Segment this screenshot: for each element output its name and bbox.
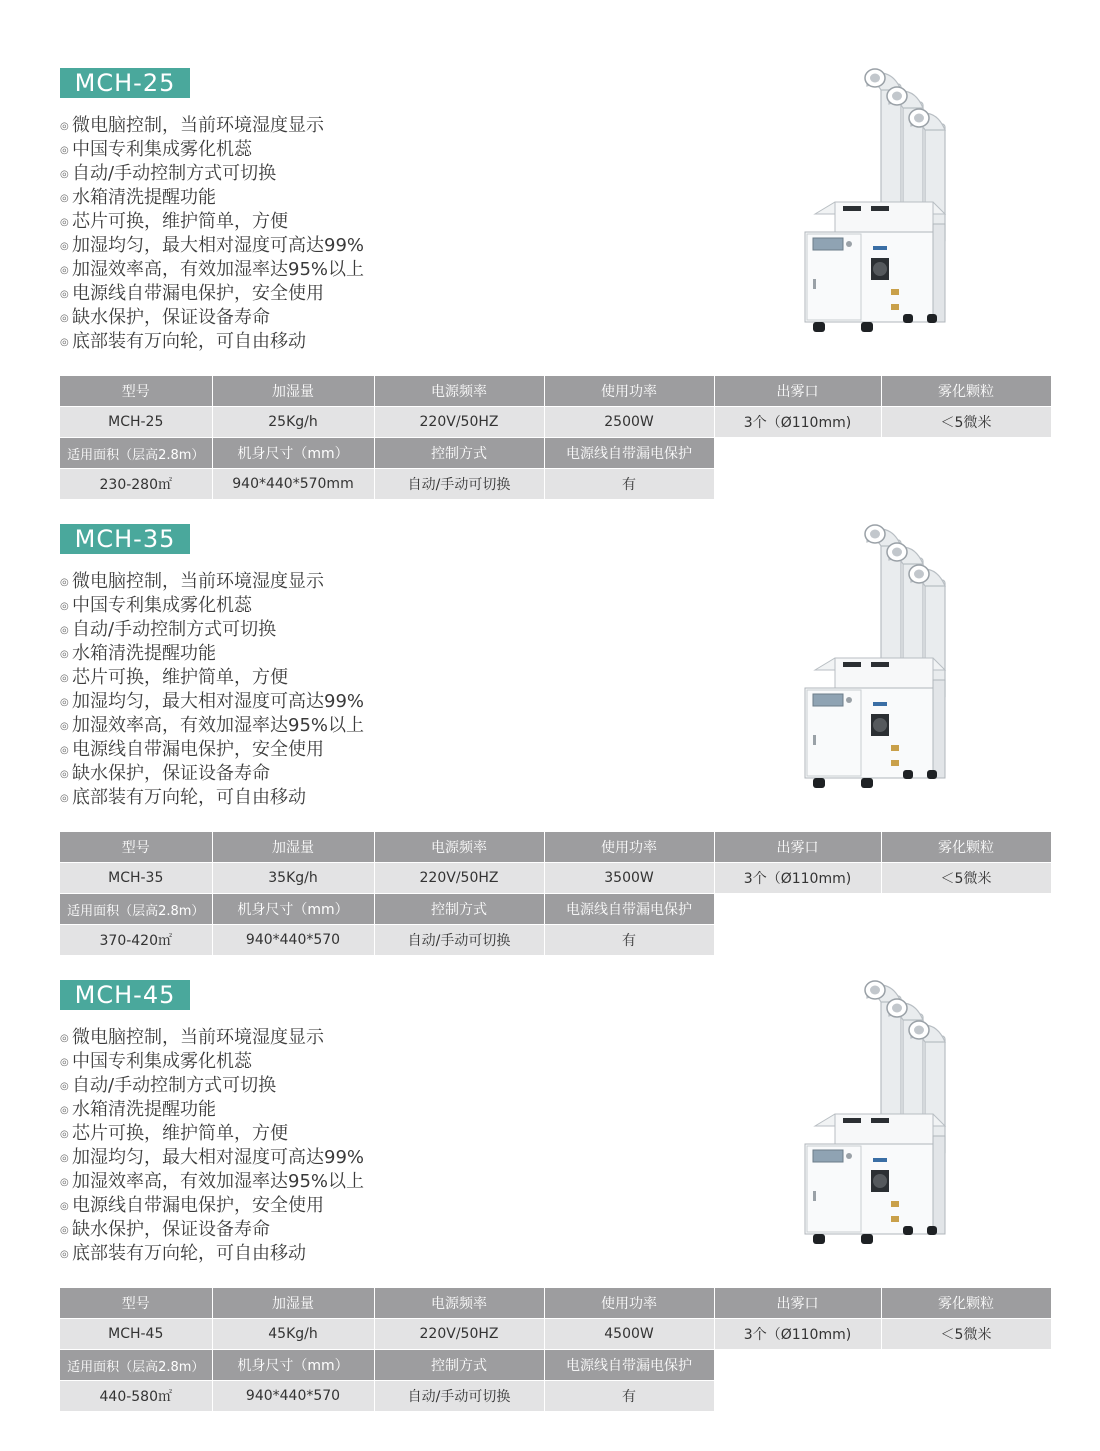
table-cell: 220V/50HZ <box>374 863 544 894</box>
table-row <box>60 407 1051 438</box>
bullet-icon: ◎ <box>60 313 69 324</box>
table-cell: 35Kg/h <box>212 863 374 894</box>
empty-cell <box>714 1350 881 1381</box>
table-row <box>60 863 1051 894</box>
header-cell: 雾化颗粒 <box>881 376 1051 407</box>
feature-item: ◎ 电源线自带漏电保护，安全使用 <box>60 1194 364 1218</box>
table-cell: 自动/手动可切换 <box>374 469 544 500</box>
feature-list <box>60 114 364 354</box>
table-cell: 有 <box>544 1381 714 1412</box>
table-cell: 940*440*570mm <box>212 469 374 500</box>
feature-list <box>60 570 364 810</box>
product-section-mch-45 <box>0 966 1100 1426</box>
bullet-icon: ◎ <box>60 337 69 348</box>
table-header-row <box>60 438 1051 469</box>
header-cell: 机身尺寸（mm） <box>212 1350 374 1381</box>
feature-item: ◎ 微电脑控制，当前环境湿度显示 <box>60 1026 364 1050</box>
table-header-row <box>60 894 1051 925</box>
bullet-icon: ◎ <box>60 1225 69 1236</box>
table-cell: 2500W <box>544 407 714 438</box>
bullet-icon: ◎ <box>60 169 69 180</box>
feature-item: ◎ 底部装有万向轮，可自由移动 <box>60 786 364 810</box>
empty-cell <box>881 925 1051 956</box>
feature-item: ◎ 中国专利集成雾化机蕊 <box>60 138 364 162</box>
bullet-icon: ◎ <box>60 1033 69 1044</box>
table-header-row <box>60 1288 1051 1319</box>
table-cell: MCH-45 <box>60 1319 212 1350</box>
table-cell: 自动/手动可切换 <box>374 1381 544 1412</box>
bullet-icon: ◎ <box>60 577 69 588</box>
header-cell: 电源频率 <box>374 376 544 407</box>
bullet-icon: ◎ <box>60 193 69 204</box>
spec-table <box>60 376 1052 500</box>
bullet-icon: ◎ <box>60 673 69 684</box>
table-cell: 370-420㎡ <box>60 925 212 956</box>
header-cell: 控制方式 <box>374 438 544 469</box>
feature-item: ◎ 自动/手动控制方式可切换 <box>60 618 364 642</box>
bullet-icon: ◎ <box>60 145 69 156</box>
bullet-icon: ◎ <box>60 721 69 732</box>
empty-cell <box>881 438 1051 469</box>
table-cell: ＜5微米 <box>881 407 1051 438</box>
feature-item: ◎ 自动/手动控制方式可切换 <box>60 162 364 186</box>
feature-item: ◎ 中国专利集成雾化机蕊 <box>60 594 364 618</box>
table-row <box>60 925 1051 956</box>
bullet-icon: ◎ <box>60 745 69 756</box>
feature-item: ◎ 自动/手动控制方式可切换 <box>60 1074 364 1098</box>
table-cell: 自动/手动可切换 <box>374 925 544 956</box>
header-cell: 型号 <box>60 376 212 407</box>
header-cell: 雾化颗粒 <box>881 832 1051 863</box>
header-cell: 使用功率 <box>544 376 714 407</box>
bullet-icon: ◎ <box>60 697 69 708</box>
humidifier-product-image <box>795 64 955 334</box>
bullet-icon: ◎ <box>60 121 69 132</box>
table-cell: 3个（Ø110mm) <box>714 863 881 894</box>
bullet-icon: ◎ <box>60 265 69 276</box>
table-header-row <box>60 832 1051 863</box>
feature-item: ◎ 电源线自带漏电保护，安全使用 <box>60 738 364 762</box>
table-cell: 45Kg/h <box>212 1319 374 1350</box>
bullet-icon: ◎ <box>60 601 69 612</box>
bullet-icon: ◎ <box>60 1153 69 1164</box>
feature-item: ◎ 底部装有万向轮，可自由移动 <box>60 1242 364 1266</box>
bullet-icon: ◎ <box>60 1177 69 1188</box>
header-cell: 适用面积（层高2.8m） <box>60 1350 212 1381</box>
feature-item: ◎ 缺水保护，保证设备寿命 <box>60 1218 364 1242</box>
feature-item: ◎ 底部装有万向轮，可自由移动 <box>60 330 364 354</box>
model-title: MCH-25 <box>60 68 190 98</box>
bullet-icon: ◎ <box>60 241 69 252</box>
feature-item: ◎ 加湿效率高，有效加湿率达95%以上 <box>60 1170 364 1194</box>
header-cell: 适用面积（层高2.8m） <box>60 894 212 925</box>
bullet-icon: ◎ <box>60 793 69 804</box>
feature-item: ◎ 加湿均匀，最大相对湿度可高达99% <box>60 1146 364 1170</box>
table-cell: 940*440*570 <box>212 1381 374 1412</box>
bullet-icon: ◎ <box>60 1201 69 1212</box>
header-cell: 型号 <box>60 832 212 863</box>
table-cell: 有 <box>544 469 714 500</box>
header-cell: 机身尺寸（mm） <box>212 894 374 925</box>
header-cell: 加湿量 <box>212 832 374 863</box>
header-cell: 出雾口 <box>714 376 881 407</box>
table-row <box>60 1319 1051 1350</box>
product-section-mch-35 <box>0 510 1100 970</box>
empty-cell <box>881 469 1051 500</box>
empty-cell <box>714 469 881 500</box>
feature-item: ◎ 芯片可换，维护简单，方便 <box>60 666 364 690</box>
feature-item: ◎ 缺水保护，保证设备寿命 <box>60 762 364 786</box>
header-cell: 使用功率 <box>544 1288 714 1319</box>
header-cell: 电源线自带漏电保护 <box>544 1350 714 1381</box>
table-cell: ＜5微米 <box>881 863 1051 894</box>
table-cell: 3个（Ø110mm) <box>714 407 881 438</box>
feature-item: ◎ 微电脑控制，当前环境湿度显示 <box>60 570 364 594</box>
feature-item: ◎ 加湿均匀，最大相对湿度可高达99% <box>60 234 364 258</box>
bullet-icon: ◎ <box>60 769 69 780</box>
table-cell: 940*440*570 <box>212 925 374 956</box>
empty-cell <box>881 1350 1051 1381</box>
header-cell: 控制方式 <box>374 1350 544 1381</box>
empty-cell <box>714 438 881 469</box>
table-cell: 3个（Ø110mm) <box>714 1319 881 1350</box>
header-cell: 出雾口 <box>714 1288 881 1319</box>
feature-item: ◎ 电源线自带漏电保护，安全使用 <box>60 282 364 306</box>
header-cell: 机身尺寸（mm） <box>212 438 374 469</box>
table-header-row <box>60 1350 1051 1381</box>
feature-item: ◎ 中国专利集成雾化机蕊 <box>60 1050 364 1074</box>
table-row <box>60 1381 1051 1412</box>
empty-cell <box>881 1381 1051 1412</box>
empty-cell <box>714 925 881 956</box>
table-cell: 440-580㎡ <box>60 1381 212 1412</box>
bullet-icon: ◎ <box>60 1105 69 1116</box>
bullet-icon: ◎ <box>60 1057 69 1068</box>
spec-table <box>60 1288 1052 1412</box>
feature-item: ◎ 水箱清洗提醒功能 <box>60 1098 364 1122</box>
header-cell: 雾化颗粒 <box>881 1288 1051 1319</box>
feature-item: ◎ 加湿效率高，有效加湿率达95%以上 <box>60 714 364 738</box>
table-cell: 220V/50HZ <box>374 1319 544 1350</box>
bullet-icon: ◎ <box>60 217 69 228</box>
header-cell: 电源频率 <box>374 832 544 863</box>
feature-list <box>60 1026 364 1266</box>
empty-cell <box>714 1381 881 1412</box>
bullet-icon: ◎ <box>60 625 69 636</box>
header-cell: 加湿量 <box>212 376 374 407</box>
header-cell: 电源线自带漏电保护 <box>544 438 714 469</box>
empty-cell <box>714 894 881 925</box>
feature-item: ◎ 缺水保护，保证设备寿命 <box>60 306 364 330</box>
feature-item: ◎ 芯片可换，维护简单，方便 <box>60 1122 364 1146</box>
feature-item: ◎ 加湿效率高，有效加湿率达95%以上 <box>60 258 364 282</box>
header-cell: 控制方式 <box>374 894 544 925</box>
bullet-icon: ◎ <box>60 649 69 660</box>
table-cell: 4500W <box>544 1319 714 1350</box>
feature-item: ◎ 水箱清洗提醒功能 <box>60 642 364 666</box>
product-section-mch-25 <box>0 54 1100 514</box>
feature-item: ◎ 水箱清洗提醒功能 <box>60 186 364 210</box>
humidifier-product-image <box>795 520 955 790</box>
empty-cell <box>881 894 1051 925</box>
table-cell: MCH-35 <box>60 863 212 894</box>
bullet-icon: ◎ <box>60 1081 69 1092</box>
header-cell: 电源线自带漏电保护 <box>544 894 714 925</box>
feature-item: ◎ 芯片可换，维护简单，方便 <box>60 210 364 234</box>
table-cell: MCH-25 <box>60 407 212 438</box>
table-row <box>60 469 1051 500</box>
model-title: MCH-45 <box>60 980 190 1010</box>
model-title: MCH-35 <box>60 524 190 554</box>
header-cell: 型号 <box>60 1288 212 1319</box>
feature-item: ◎ 微电脑控制，当前环境湿度显示 <box>60 114 364 138</box>
table-header-row <box>60 376 1051 407</box>
table-cell: 25Kg/h <box>212 407 374 438</box>
feature-item: ◎ 加湿均匀，最大相对湿度可高达99% <box>60 690 364 714</box>
header-cell: 出雾口 <box>714 832 881 863</box>
bullet-icon: ◎ <box>60 1249 69 1260</box>
header-cell: 电源频率 <box>374 1288 544 1319</box>
table-cell: ＜5微米 <box>881 1319 1051 1350</box>
table-cell: 有 <box>544 925 714 956</box>
table-cell: 220V/50HZ <box>374 407 544 438</box>
header-cell: 适用面积（层高2.8m） <box>60 438 212 469</box>
table-cell: 230-280㎡ <box>60 469 212 500</box>
bullet-icon: ◎ <box>60 289 69 300</box>
humidifier-product-image <box>795 976 955 1246</box>
header-cell: 使用功率 <box>544 832 714 863</box>
bullet-icon: ◎ <box>60 1129 69 1140</box>
table-cell: 3500W <box>544 863 714 894</box>
header-cell: 加湿量 <box>212 1288 374 1319</box>
spec-table <box>60 832 1052 956</box>
